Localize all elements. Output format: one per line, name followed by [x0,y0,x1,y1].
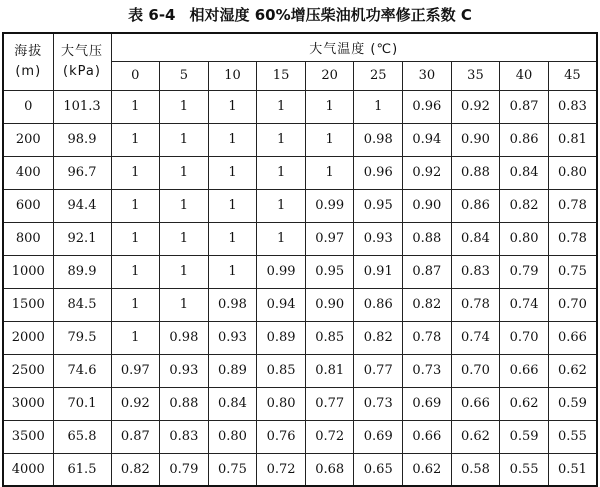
coefficient-cell: 1 [111,255,160,288]
coefficient-cell: 0.88 [160,387,209,420]
temperature-column-header: 40 [500,61,549,90]
table-row [3,420,597,453]
altitude-cell: 0 [3,90,53,123]
coefficient-cell: 0.66 [451,387,500,420]
table-row [3,255,597,288]
coefficient-cell: 0.98 [354,123,403,156]
coefficient-cell: 0.66 [548,321,597,354]
coefficient-cell: 0.92 [403,156,452,189]
coefficient-cell: 1 [257,123,306,156]
altitude-cell: 4000 [3,453,53,486]
pressure-header [53,33,111,90]
altitude-header-unit: (m) [15,63,42,79]
coefficient-cell: 0.72 [257,453,306,486]
coefficient-cell: 0.74 [500,288,549,321]
coefficient-cell: 0.73 [403,354,452,387]
table-row [3,288,597,321]
altitude-cell: 1000 [3,255,53,288]
coefficient-cell: 0.85 [305,321,354,354]
pressure-cell: 65.8 [53,420,111,453]
coefficient-cell: 1 [208,90,257,123]
coefficient-cell: 0.75 [548,255,597,288]
coefficient-cell: 1 [111,123,160,156]
pressure-cell: 98.9 [53,123,111,156]
coefficient-cell: 0.95 [305,255,354,288]
table-row [3,387,597,420]
temperature-column-header: 20 [305,61,354,90]
coefficient-cell: 0.97 [111,354,160,387]
coefficient-cell: 0.96 [403,90,452,123]
altitude-cell: 3500 [3,420,53,453]
pressure-cell: 70.1 [53,387,111,420]
coefficient-cell: 1 [208,156,257,189]
coefficient-cell: 1 [111,156,160,189]
temperature-column-header: 10 [208,61,257,90]
coefficient-cell: 0.78 [451,288,500,321]
coefficient-cell: 0.55 [548,420,597,453]
temperature-column-header: 15 [257,61,306,90]
coefficient-cell: 1 [305,156,354,189]
altitude-cell: 400 [3,156,53,189]
coefficient-cell: 0.83 [451,255,500,288]
coefficient-cell: 0.62 [500,387,549,420]
coefficient-cell: 1 [257,156,306,189]
coefficient-cell: 0.96 [354,156,403,189]
coefficient-cell: 1 [305,123,354,156]
coefficient-cell: 0.93 [354,222,403,255]
coefficient-cell: 0.82 [111,453,160,486]
coefficient-cell: 0.92 [451,90,500,123]
table-row [3,453,597,486]
coefficient-cell: 0.82 [403,288,452,321]
altitude-cell: 2000 [3,321,53,354]
table-title [0,0,600,30]
coefficient-cell: 0.59 [548,387,597,420]
temperature-column-header: 45 [548,61,597,90]
table-body [3,90,597,486]
coefficient-cell: 0.77 [305,387,354,420]
coefficient-cell: 0.85 [257,354,306,387]
coefficient-cell: 1 [257,189,306,222]
coefficient-cell: 0.69 [354,420,403,453]
altitude-header-label: 海拔 [14,43,43,59]
temperature-column-header: 35 [451,61,500,90]
coefficient-cell: 0.62 [451,420,500,453]
coefficient-cell: 0.80 [208,420,257,453]
coefficient-cell: 0.70 [500,321,549,354]
table-row [3,321,597,354]
coefficient-cell: 0.79 [500,255,549,288]
coefficient-cell: 0.82 [354,321,403,354]
table-caption: 相对湿度 60%增压柴油机功率修正系数 C [189,6,472,24]
coefficient-cell: 0.83 [548,90,597,123]
coefficient-cell: 0.76 [257,420,306,453]
altitude-header [3,33,53,90]
coefficient-cell: 0.99 [257,255,306,288]
coefficient-cell: 0.93 [208,321,257,354]
pressure-cell: 101.3 [53,90,111,123]
coefficient-cell: 0.75 [208,453,257,486]
pressure-cell: 92.1 [53,222,111,255]
coefficient-cell: 0.98 [160,321,209,354]
coefficient-cell: 0.59 [500,420,549,453]
coefficient-cell: 0.81 [548,123,597,156]
coefficient-cell: 1 [257,222,306,255]
altitude-cell: 200 [3,123,53,156]
coefficient-cell: 1 [305,90,354,123]
coefficient-cell: 0.84 [208,387,257,420]
coefficient-cell: 1 [160,90,209,123]
coefficient-cell: 0.95 [354,189,403,222]
coefficient-cell: 0.84 [451,222,500,255]
coefficient-cell: 0.68 [305,453,354,486]
coefficient-cell: 0.82 [500,189,549,222]
table-row [3,222,597,255]
pressure-cell: 94.4 [53,189,111,222]
coefficient-cell: 1 [111,321,160,354]
table-row [3,123,597,156]
coefficient-cell: 0.86 [354,288,403,321]
altitude-cell: 2500 [3,354,53,387]
temperature-column-header: 5 [160,61,209,90]
coefficient-cell: 0.81 [305,354,354,387]
pressure-header-unit: (kPa) [63,63,101,79]
coefficient-cell: 0.94 [257,288,306,321]
coefficient-cell: 0.88 [403,222,452,255]
coefficient-cell: 1 [160,222,209,255]
temperature-column-header: 0 [111,61,160,90]
correction-factor-table [2,32,598,487]
coefficient-cell: 1 [208,222,257,255]
coefficient-cell: 1 [208,255,257,288]
table-row [3,156,597,189]
table-row [3,354,597,387]
coefficient-cell: 0.62 [403,453,452,486]
coefficient-cell: 0.87 [403,255,452,288]
coefficient-cell: 1 [208,189,257,222]
coefficient-cell: 0.74 [451,321,500,354]
coefficient-cell: 0.77 [354,354,403,387]
coefficient-cell: 0.90 [451,123,500,156]
coefficient-cell: 0.86 [451,189,500,222]
pressure-cell: 96.7 [53,156,111,189]
altitude-cell: 1500 [3,288,53,321]
coefficient-cell: 0.72 [305,420,354,453]
coefficient-cell: 0.78 [548,189,597,222]
coefficient-cell: 0.90 [305,288,354,321]
table-row [3,90,597,123]
coefficient-cell: 0.80 [257,387,306,420]
coefficient-cell: 0.88 [451,156,500,189]
temperature-column-header: 25 [354,61,403,90]
coefficient-cell: 0.78 [403,321,452,354]
altitude-cell: 600 [3,189,53,222]
coefficient-cell: 0.84 [500,156,549,189]
coefficient-cell: 0.99 [305,189,354,222]
coefficient-cell: 0.83 [160,420,209,453]
temperature-column-header: 30 [403,61,452,90]
coefficient-cell: 0.89 [257,321,306,354]
pressure-cell: 61.5 [53,453,111,486]
coefficient-cell: 0.80 [500,222,549,255]
temperature-header: 大气温度 (℃) [111,33,597,61]
altitude-cell: 3000 [3,387,53,420]
coefficient-cell: 1 [160,255,209,288]
altitude-cell: 800 [3,222,53,255]
coefficient-cell: 0.58 [451,453,500,486]
coefficient-cell: 0.94 [403,123,452,156]
coefficient-cell: 0.89 [208,354,257,387]
coefficient-cell: 0.87 [500,90,549,123]
pressure-header-label: 大气压 [60,43,103,59]
coefficient-cell: 1 [160,123,209,156]
coefficient-cell: 1 [111,288,160,321]
coefficient-cell: 0.80 [548,156,597,189]
coefficient-cell: 1 [111,189,160,222]
coefficient-cell: 0.78 [548,222,597,255]
coefficient-cell: 0.87 [111,420,160,453]
coefficient-cell: 0.86 [500,123,549,156]
table-row [3,189,597,222]
pressure-cell: 74.6 [53,354,111,387]
coefficient-cell: 0.79 [160,453,209,486]
pressure-cell: 79.5 [53,321,111,354]
pressure-cell: 84.5 [53,288,111,321]
coefficient-cell: 0.65 [354,453,403,486]
coefficient-cell: 0.93 [160,354,209,387]
table-number: 表 6-4 [128,6,176,24]
coefficient-cell: 0.69 [403,387,452,420]
coefficient-cell: 1 [160,189,209,222]
coefficient-cell: 0.55 [500,453,549,486]
coefficient-cell: 0.73 [354,387,403,420]
coefficient-cell: 1 [160,288,209,321]
coefficient-cell: 1 [160,156,209,189]
pressure-cell: 89.9 [53,255,111,288]
coefficient-cell: 0.70 [548,288,597,321]
coefficient-cell: 1 [257,90,306,123]
coefficient-cell: 0.70 [451,354,500,387]
coefficient-cell: 1 [111,90,160,123]
coefficient-cell: 1 [354,90,403,123]
coefficient-cell: 0.91 [354,255,403,288]
coefficient-cell: 1 [111,222,160,255]
coefficient-cell: 0.92 [111,387,160,420]
coefficient-cell: 0.66 [500,354,549,387]
coefficient-cell: 0.62 [548,354,597,387]
coefficient-cell: 0.90 [403,189,452,222]
coefficient-cell: 1 [208,123,257,156]
coefficient-cell: 0.51 [548,453,597,486]
coefficient-cell: 0.98 [208,288,257,321]
coefficient-cell: 0.97 [305,222,354,255]
coefficient-cell: 0.66 [403,420,452,453]
